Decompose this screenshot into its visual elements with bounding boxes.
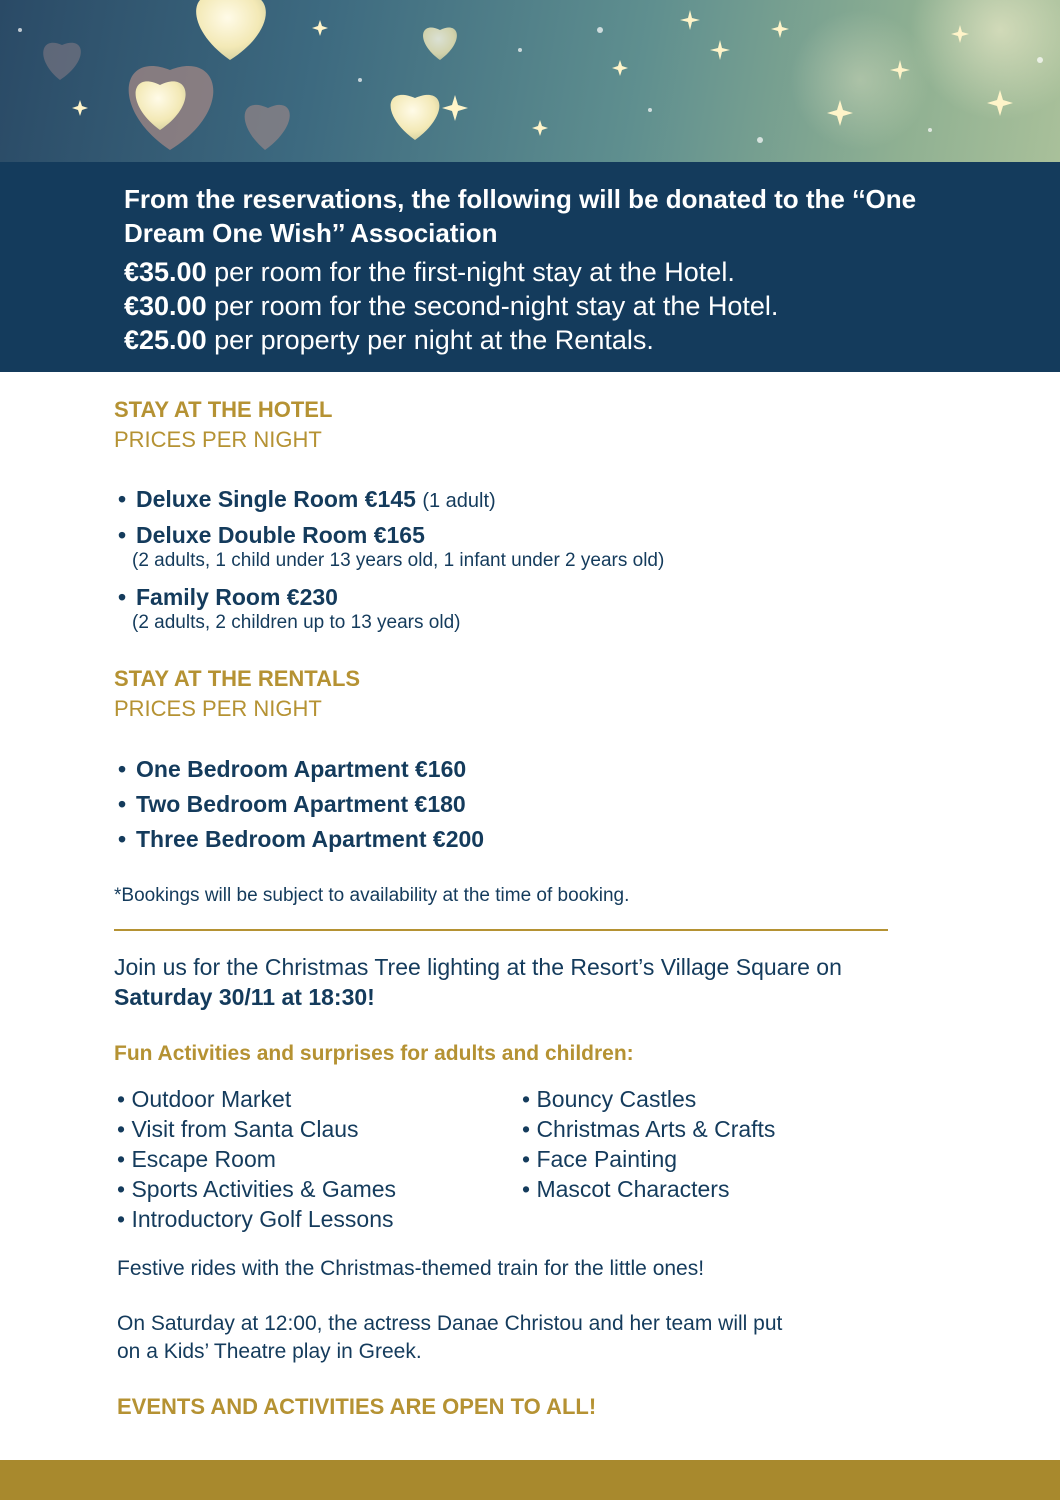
hotel-room-item: • Deluxe Single Room €145 (1 adult) <box>118 486 496 512</box>
room-detail: (2 adults, 1 child under 13 years old, 1 infant under 2 years old) <box>132 550 665 571</box>
activity-item: • Face Painting <box>522 1146 678 1172</box>
footer-bar <box>0 1460 1060 1500</box>
room-detail: (2 adults, 2 children up to 13 years old) <box>132 612 461 633</box>
train-note: Festive rides with the Christmas-themed train for the little ones! <box>117 1257 705 1280</box>
activity-item: • Introductory Golf Lessons <box>117 1206 394 1232</box>
availability-footnote: *Bookings will be subject to availability at the time of booking. <box>114 885 630 906</box>
hotel-subheading: PRICES PER NIGHT <box>114 427 322 452</box>
hotel-room-item: • Deluxe Double Room €165 <box>118 522 425 548</box>
hero-image <box>0 0 1060 162</box>
donation-banner <box>0 162 1060 372</box>
rental-item: • One Bedroom Apartment €160 <box>118 756 467 782</box>
donation-line-second-night <box>124 289 778 323</box>
activity-item: • Outdoor Market <box>117 1086 292 1112</box>
activity-item: • Sports Activities & Games <box>117 1176 397 1202</box>
donation-lead: From the reservations, the following will be donated to the ‘‘One Dream One Wish’’ Association <box>124 184 917 248</box>
rental-name: Two Bedroom Apartment €180 <box>136 791 466 817</box>
activity-item: • Visit from Santa Claus <box>117 1116 359 1142</box>
donation-amount: €35.00 <box>124 257 207 287</box>
donation-text: per room for the first-night stay at the Hotel. <box>206 257 735 287</box>
room-name: Deluxe Double Room €165 <box>136 522 425 548</box>
invite-date: Saturday 30/11 at 18:30! <box>114 984 375 1010</box>
rental-item: • Three Bedroom Apartment €200 <box>118 826 485 852</box>
rental-name: Three Bedroom Apartment €200 <box>136 826 485 852</box>
activity-item: • Escape Room <box>117 1146 276 1172</box>
closing-banner-text: EVENTS AND ACTIVITIES ARE OPEN TO ALL! <box>117 1394 597 1419</box>
donation-line-rentals <box>124 323 654 357</box>
rental-item: • Two Bedroom Apartment €180 <box>118 791 466 817</box>
invite-text: Join us for the Christmas Tree lighting at the Resort’s Village Square on <box>114 954 842 980</box>
donation-text: per property per night at the Rentals. <box>206 325 654 355</box>
activity-item: • Bouncy Castles <box>522 1086 697 1112</box>
rentals-heading: STAY AT THE RENTALS <box>114 666 361 691</box>
hotel-heading: STAY AT THE HOTEL <box>114 397 333 422</box>
room-name: Family Room €230 <box>136 584 338 610</box>
donation-amount: €25.00 <box>124 325 207 355</box>
tree-lighting-invite <box>114 952 914 1012</box>
activity-item: • Christmas Arts & Crafts <box>522 1116 776 1142</box>
donation-amount: €30.00 <box>124 291 207 321</box>
room-name: Deluxe Single Room €145 <box>136 486 416 512</box>
hearts-sparkles-illustration <box>0 0 1060 162</box>
theatre-note: On Saturday at 12:00, the actress Danae Christou and her team will put on a Kids’ Theatre play in Greek. <box>117 1312 783 1363</box>
activity-item: • Mascot Characters <box>522 1176 730 1202</box>
hotel-room-item: • Family Room €230 <box>118 584 338 610</box>
rentals-subheading: PRICES PER NIGHT <box>114 696 322 721</box>
donation-line-first-night <box>124 255 735 289</box>
donation-text: per room for the second-night stay at the Hotel. <box>206 291 779 321</box>
section-divider <box>114 929 888 931</box>
rental-name: One Bedroom Apartment €160 <box>136 756 467 782</box>
activities-title: Fun Activities and surprises for adults and children: <box>114 1042 634 1065</box>
room-note: (1 adult) <box>422 490 496 512</box>
